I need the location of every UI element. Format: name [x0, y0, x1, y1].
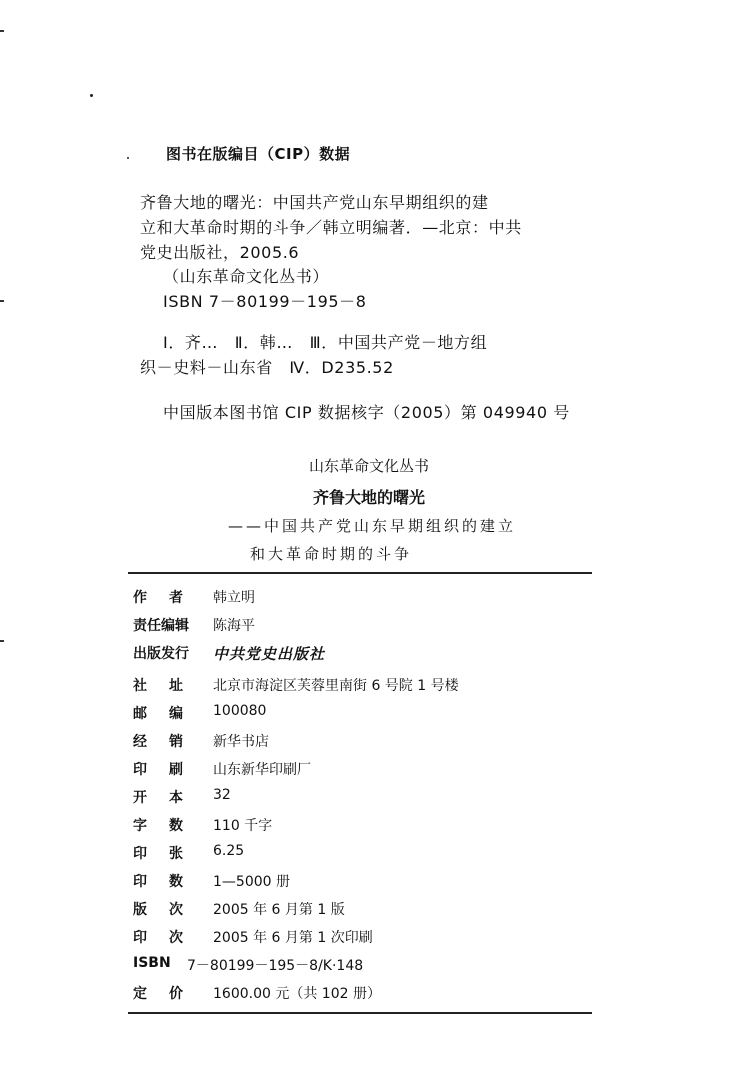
- colophon-row-author: [133, 587, 255, 607]
- colophon-row-postcode: [133, 703, 266, 723]
- colophon-row-editor: [133, 615, 255, 635]
- colophon-value: 6.25: [213, 843, 245, 859]
- colophon-label: ISBN: [133, 955, 171, 971]
- cip-line-isbn: ISBN 7－80199－195－8: [163, 292, 367, 311]
- scan-edge-mark: [0, 30, 4, 32]
- series-name: 山东革命文化丛书: [308, 457, 429, 475]
- colophon-label: 社址: [133, 678, 205, 694]
- colophon-value: 32: [213, 787, 231, 803]
- colophon-row-word-count: [133, 815, 272, 835]
- cip-line-classification: 织－史料－山东省 Ⅳ．D235.52: [140, 358, 394, 377]
- colophon-value: 1600.00 元（共 102 册）: [213, 986, 381, 1002]
- colophon-label: 邮编: [133, 706, 205, 722]
- colophon-value: 7－80199－195－8/K·148: [187, 958, 364, 974]
- book-title: 齐鲁大地的曙光: [312, 488, 425, 507]
- book-subtitle-line-2: 和大革命时期的斗争: [250, 545, 413, 563]
- colophon-row-print-run: [133, 871, 290, 891]
- colophon-value: 山东新华印刷厂: [213, 762, 311, 778]
- colophon-label: 印次: [133, 930, 205, 946]
- colophon-label: 开本: [133, 790, 205, 806]
- cip-heading: 图书在版编目（CIP）数据: [166, 145, 351, 163]
- colophon-row-edition: [133, 899, 345, 919]
- colophon-row-sheets: [133, 843, 244, 863]
- colophon-row-isbn: [133, 955, 363, 975]
- colophon-label: 版次: [133, 902, 205, 918]
- colophon-row-format: [133, 787, 231, 807]
- colophon-label: 字数: [133, 818, 205, 834]
- cip-line-author: 立和大革命时期的斗争／韩立明编著．—北京：中共: [140, 218, 522, 237]
- bottom-rule: [128, 1012, 592, 1014]
- colophon-value: 1—5000 册: [213, 874, 290, 890]
- publisher-logotype: 中共党史出版社: [213, 645, 326, 663]
- colophon-label: 印刷: [133, 762, 205, 778]
- scan-edge-mark: [0, 640, 4, 642]
- cip-line-title: 齐鲁大地的曙光：中国共产党山东早期组织的建: [140, 193, 489, 212]
- cip-line-record-number: 中国版本图书馆 CIP 数据核字（2005）第 049940 号: [163, 403, 570, 422]
- scan-speck: [90, 94, 93, 97]
- colophon-label: 经销: [133, 734, 205, 750]
- colophon-label: 印张: [133, 846, 205, 862]
- cip-line-series: （山东革命文化丛书）: [163, 267, 330, 286]
- colophon-row-printer: [133, 759, 311, 779]
- cip-line-publisher: 党史出版社，2005.6: [140, 243, 300, 262]
- colophon-row-publisher: [133, 643, 325, 664]
- colophon-row-distributor: [133, 731, 269, 751]
- book-subtitle-line-1: ——中国共产党山东早期组织的建立: [228, 517, 517, 535]
- colophon-label: 定价: [133, 986, 205, 1002]
- top-rule: [128, 572, 592, 574]
- scan-speck: [127, 157, 129, 159]
- colophon-label: 印数: [133, 874, 205, 890]
- colophon-value: 陈海平: [213, 618, 255, 634]
- colophon-value: 100080: [213, 703, 267, 719]
- colophon-row-impression: [133, 927, 373, 947]
- colophon-value: 新华书店: [213, 734, 269, 750]
- colophon-value: 韩立明: [213, 590, 255, 606]
- colophon-value: 北京市海淀区芙蓉里南街 6 号院 1 号楼: [213, 678, 459, 694]
- colophon-value: 110 千字: [213, 818, 273, 834]
- scan-edge-mark: [0, 300, 4, 302]
- colophon-row-price: [133, 983, 381, 1003]
- colophon-row-address: [133, 675, 459, 695]
- colophon-value: 2005 年 6 月第 1 次印刷: [213, 930, 373, 946]
- cip-line-subjects: Ⅰ．齐… Ⅱ．韩… Ⅲ．中国共产党－地方组: [163, 333, 488, 352]
- colophon-label: 出版发行: [133, 646, 189, 662]
- colophon-label: 责任编辑: [133, 618, 189, 634]
- colophon-value: 2005 年 6 月第 1 版: [213, 902, 345, 918]
- colophon-label: 作者: [133, 590, 205, 606]
